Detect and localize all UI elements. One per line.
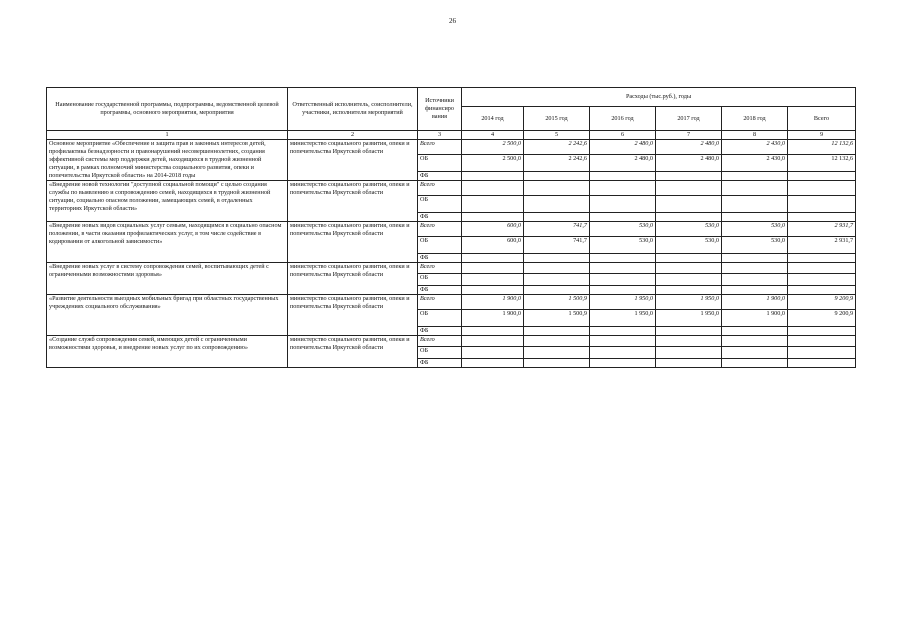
column-number: 1 bbox=[47, 131, 288, 140]
funding-source: Всего bbox=[418, 263, 462, 274]
funding-source: ОБ bbox=[418, 155, 462, 172]
funding-source: ОБ bbox=[418, 196, 462, 213]
funding-source: Всего bbox=[418, 140, 462, 155]
event-name: «Развитие деятельности выездных мобильных бригад при областных государственных учреждениях социального обслуживания» bbox=[47, 295, 288, 336]
amount-value bbox=[462, 286, 524, 295]
event-name: «Внедрение новых услуг в систему сопровождения семей, воспитывающих детей с ограниченными возможностями здоровья» bbox=[47, 263, 288, 295]
amount-value bbox=[524, 181, 590, 196]
amount-value: 600,0 bbox=[462, 222, 524, 237]
amount-value bbox=[722, 336, 788, 347]
amount-value: 2 430,0 bbox=[722, 155, 788, 172]
funding-source: ФБ bbox=[418, 172, 462, 181]
amount-value bbox=[462, 347, 524, 359]
event-name: «Внедрение новых видов социальных услуг семьям, находящимся в социально опасном положении, в части оказания профилактических услуг, в том числе содействие в кодировании от алкогольной зависимости» bbox=[47, 222, 288, 263]
amount-value bbox=[590, 213, 656, 222]
amount-total: 9 200,9 bbox=[788, 310, 856, 327]
amount-value bbox=[462, 196, 524, 213]
amount-value bbox=[462, 254, 524, 263]
table-row bbox=[47, 295, 856, 310]
amount-value bbox=[590, 254, 656, 263]
amount-value: 741,7 bbox=[524, 237, 590, 254]
column-number: 4 bbox=[462, 131, 524, 140]
amount-value bbox=[462, 359, 524, 368]
header-year: 2014 год bbox=[462, 107, 524, 131]
column-number: 9 bbox=[788, 131, 856, 140]
event-name: «Внедрение новой технологии "доступной социальной помощи" с целью создания службы по выявлению и сопровождению семей, находящихся в трудной жизненной ситуации, социально опасном положении, замещающих семей, в отдаленных территориях Иркутской области» bbox=[47, 181, 288, 222]
event-name: Основное мероприятие «Обеспечение и защита прав и законных интересов детей, профилактика безнадзорности и правонарушений несовершеннолетних, создания эффективной системы мер поддержки детей, находящихся в трудной жизненной ситуации, в рамках полномочий министерства социального развития, опеки и попечительства Иркутской области» на 2014-2018 годы bbox=[47, 140, 288, 181]
header-year: 2015 год bbox=[524, 107, 590, 131]
header-total: Всего bbox=[788, 107, 856, 131]
amount-value bbox=[656, 263, 722, 274]
amount-value: 530,0 bbox=[590, 222, 656, 237]
amount-value: 2 500,0 bbox=[462, 155, 524, 172]
header-year: 2016 год bbox=[590, 107, 656, 131]
amount-value: 1 500,9 bbox=[524, 310, 590, 327]
amount-value bbox=[722, 254, 788, 263]
amount-value bbox=[656, 327, 722, 336]
amount-value bbox=[524, 359, 590, 368]
header-name: Наименование государственной программы, подпрограммы, ведомственной целевой программы, основного мероприятия, мероприятия bbox=[47, 88, 288, 131]
amount-value bbox=[656, 181, 722, 196]
amount-value: 1 950,0 bbox=[590, 295, 656, 310]
amount-value bbox=[590, 347, 656, 359]
header-executor: Ответственный исполнитель, соисполнители, участники, исполнители мероприятий bbox=[288, 88, 418, 131]
amount-total bbox=[788, 181, 856, 196]
funding-source: ОБ bbox=[418, 237, 462, 254]
amount-value bbox=[524, 172, 590, 181]
amount-value bbox=[590, 286, 656, 295]
amount-value: 1 900,0 bbox=[462, 295, 524, 310]
amount-value bbox=[524, 286, 590, 295]
amount-total bbox=[788, 327, 856, 336]
executor: министерство социального развития, опеки и попечительства Иркутской области bbox=[288, 336, 418, 368]
amount-value bbox=[722, 347, 788, 359]
amount-total: 2 931,7 bbox=[788, 237, 856, 254]
table-row bbox=[47, 181, 856, 196]
table-body bbox=[47, 140, 856, 368]
funding-source: ОБ bbox=[418, 274, 462, 286]
header-expenses: Расходы (тыс.руб.), годы bbox=[462, 88, 856, 107]
amount-total bbox=[788, 254, 856, 263]
amount-value bbox=[656, 172, 722, 181]
amount-total bbox=[788, 359, 856, 368]
executor: министерство социального развития, опеки и попечительства Иркутской области bbox=[288, 295, 418, 336]
amount-value bbox=[524, 213, 590, 222]
amount-total bbox=[788, 347, 856, 359]
amount-total bbox=[788, 336, 856, 347]
funding-source: Всего bbox=[418, 336, 462, 347]
amount-value bbox=[462, 274, 524, 286]
amount-value: 1 900,0 bbox=[722, 295, 788, 310]
amount-total bbox=[788, 286, 856, 295]
amount-value bbox=[722, 359, 788, 368]
column-number: 8 bbox=[722, 131, 788, 140]
amount-value bbox=[590, 327, 656, 336]
amount-total bbox=[788, 172, 856, 181]
amount-value bbox=[590, 172, 656, 181]
amount-value bbox=[524, 263, 590, 274]
table-row bbox=[47, 140, 856, 155]
amount-value bbox=[590, 274, 656, 286]
amount-total bbox=[788, 274, 856, 286]
amount-value bbox=[656, 274, 722, 286]
amount-value: 2 480,0 bbox=[656, 155, 722, 172]
amount-value: 2 430,0 bbox=[722, 140, 788, 155]
amount-value bbox=[590, 263, 656, 274]
funding-source: Всего bbox=[418, 181, 462, 196]
executor: министерство социального развития, опеки и попечительства Иркутской области bbox=[288, 140, 418, 181]
amount-value bbox=[590, 196, 656, 213]
amount-value bbox=[524, 327, 590, 336]
funding-source: Всего bbox=[418, 222, 462, 237]
amount-total bbox=[788, 213, 856, 222]
amount-total: 12 132,6 bbox=[788, 155, 856, 172]
funding-source: ФБ bbox=[418, 286, 462, 295]
amount-value bbox=[524, 274, 590, 286]
amount-value: 1 900,0 bbox=[722, 310, 788, 327]
amount-value: 741,7 bbox=[524, 222, 590, 237]
amount-total: 2 931,7 bbox=[788, 222, 856, 237]
amount-value: 530,0 bbox=[722, 237, 788, 254]
amount-value bbox=[462, 172, 524, 181]
amount-value bbox=[524, 196, 590, 213]
column-number: 2 bbox=[288, 131, 418, 140]
funding-source: ФБ bbox=[418, 359, 462, 368]
amount-value bbox=[462, 263, 524, 274]
funding-source: ФБ bbox=[418, 254, 462, 263]
column-number: 5 bbox=[524, 131, 590, 140]
amount-value bbox=[590, 359, 656, 368]
amount-value: 2 480,0 bbox=[656, 140, 722, 155]
amount-value bbox=[524, 347, 590, 359]
amount-value bbox=[722, 327, 788, 336]
header-year: 2017 год bbox=[656, 107, 722, 131]
amount-value: 2 480,0 bbox=[590, 140, 656, 155]
amount-value bbox=[462, 181, 524, 196]
header-year: 2018 год bbox=[722, 107, 788, 131]
column-number: 6 bbox=[590, 131, 656, 140]
amount-value bbox=[722, 213, 788, 222]
amount-value: 1 500,9 bbox=[524, 295, 590, 310]
amount-value bbox=[590, 336, 656, 347]
amount-value: 2 480,0 bbox=[590, 155, 656, 172]
amount-value: 1 950,0 bbox=[590, 310, 656, 327]
header-sources: Источники финансиро вания bbox=[418, 88, 462, 131]
column-number: 3 bbox=[418, 131, 462, 140]
executor: министерство социального развития, опеки и попечительства Иркутской области bbox=[288, 263, 418, 295]
amount-value bbox=[524, 336, 590, 347]
amount-value bbox=[590, 181, 656, 196]
executor: министерство социального развития, опеки и попечительства Иркутской области bbox=[288, 222, 418, 263]
amount-value bbox=[656, 347, 722, 359]
amount-value: 530,0 bbox=[656, 237, 722, 254]
amount-value: 530,0 bbox=[590, 237, 656, 254]
amount-total bbox=[788, 263, 856, 274]
amount-value: 530,0 bbox=[722, 222, 788, 237]
amount-value: 1 950,0 bbox=[656, 295, 722, 310]
executor: министерство социального развития, опеки и попечительства Иркутской области bbox=[288, 181, 418, 222]
amount-value bbox=[722, 286, 788, 295]
amount-value bbox=[656, 359, 722, 368]
funding-source: ФБ bbox=[418, 327, 462, 336]
amount-total bbox=[788, 196, 856, 213]
funding-source: ОБ bbox=[418, 310, 462, 327]
funding-source: ФБ bbox=[418, 213, 462, 222]
amount-value bbox=[656, 336, 722, 347]
amount-value: 530,0 bbox=[656, 222, 722, 237]
amount-value: 2 500,0 bbox=[462, 140, 524, 155]
amount-value bbox=[722, 172, 788, 181]
column-number: 7 bbox=[656, 131, 722, 140]
table-row bbox=[47, 263, 856, 274]
amount-value bbox=[524, 254, 590, 263]
funding-source: Всего bbox=[418, 295, 462, 310]
amount-value: 1 900,0 bbox=[462, 310, 524, 327]
amount-value bbox=[722, 263, 788, 274]
amount-value: 2 242,6 bbox=[524, 140, 590, 155]
amount-value bbox=[722, 196, 788, 213]
amount-value: 1 950,0 bbox=[656, 310, 722, 327]
amount-value bbox=[656, 286, 722, 295]
amount-value: 600,0 bbox=[462, 237, 524, 254]
amount-value bbox=[462, 213, 524, 222]
amount-value bbox=[656, 254, 722, 263]
amount-total: 9 200,9 bbox=[788, 295, 856, 310]
amount-value bbox=[462, 336, 524, 347]
table-row bbox=[47, 222, 856, 237]
amount-total: 12 132,6 bbox=[788, 140, 856, 155]
amount-value bbox=[656, 213, 722, 222]
amount-value bbox=[722, 274, 788, 286]
table-row bbox=[47, 336, 856, 347]
funding-source: ОБ bbox=[418, 347, 462, 359]
page-number: 26 bbox=[449, 17, 456, 25]
amount-value bbox=[462, 327, 524, 336]
budget-table bbox=[46, 87, 856, 368]
amount-value bbox=[656, 196, 722, 213]
amount-value: 2 242,6 bbox=[524, 155, 590, 172]
amount-value bbox=[722, 181, 788, 196]
event-name: «Создание служб сопровождения семей, имеющих детей с ограниченными возможностями здоровья, и внедрение новых услуг по их сопровождению» bbox=[47, 336, 288, 368]
